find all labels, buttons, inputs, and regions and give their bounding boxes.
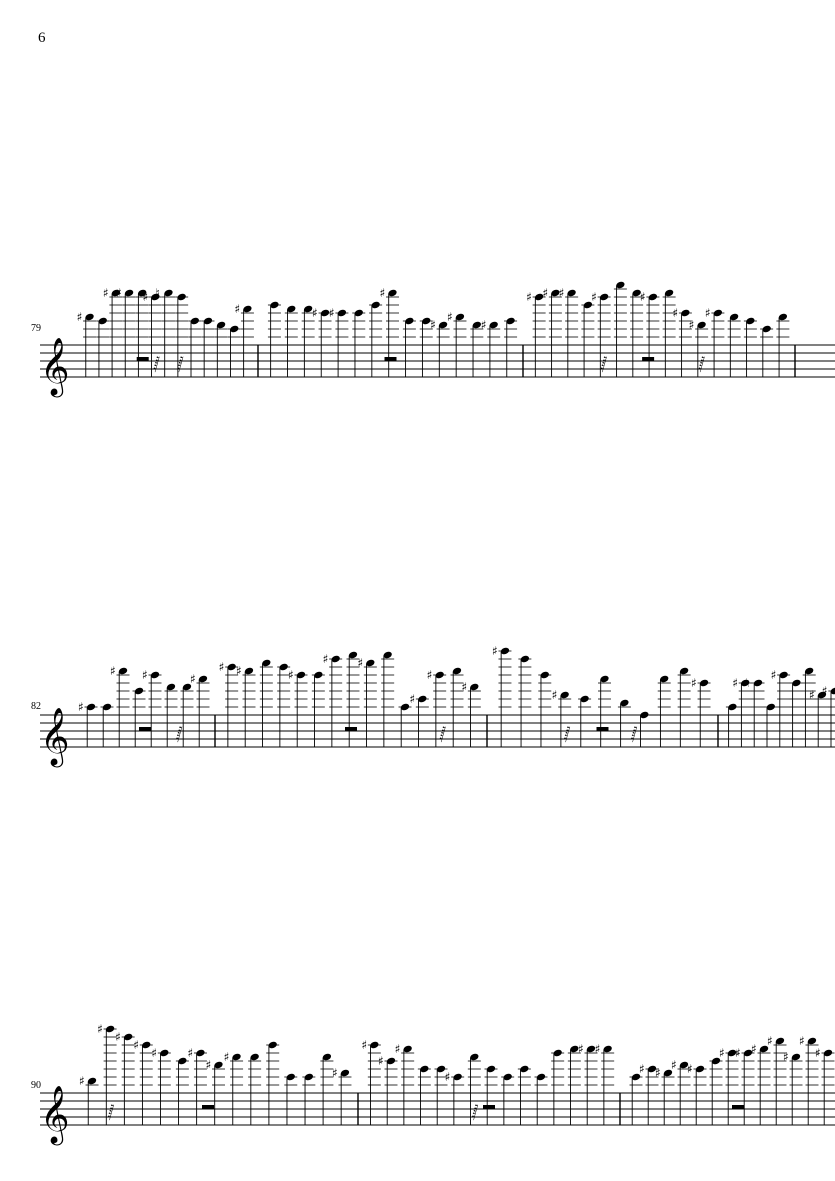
note	[481, 318, 501, 377]
sharp-icon: ♯	[378, 1054, 384, 1068]
treble-clef-icon: 𝄞	[40, 337, 70, 395]
sharp-icon: ♯	[328, 306, 335, 320]
sharp-icon: ♯	[558, 286, 565, 300]
note	[357, 656, 377, 747]
sharp-icon: ♯	[322, 652, 329, 666]
note	[260, 659, 273, 747]
sharp-icon: ♯	[409, 692, 416, 706]
note	[803, 667, 816, 747]
note	[744, 317, 757, 377]
sharp-icon: ♯	[639, 290, 646, 304]
sharp-icon: ♯	[357, 656, 364, 670]
note	[224, 1050, 244, 1125]
note	[451, 667, 464, 747]
note	[687, 1062, 707, 1125]
sharp-icon: ♯	[78, 700, 84, 714]
note	[663, 289, 679, 377]
sharp-icon: ♯	[526, 290, 532, 304]
sharp-icon: ♯	[394, 1042, 401, 1056]
sharp-icon: ♯	[815, 1046, 821, 1060]
note	[96, 317, 109, 377]
treble-clef-icon: 𝄞	[40, 707, 70, 765]
sharp-icon: ♯	[735, 1046, 741, 1060]
note	[705, 306, 725, 377]
note	[133, 687, 146, 747]
sharp-icon: ♯	[751, 1042, 757, 1056]
thirty-second-rest-icon: 𝅂	[600, 357, 607, 373]
note	[504, 317, 517, 377]
note	[369, 301, 382, 377]
note	[323, 652, 343, 747]
sharp-icon: ♯	[578, 1042, 584, 1056]
sharp-icon: ♯	[116, 286, 122, 300]
note	[268, 301, 281, 377]
sharp-icon: ♯	[110, 664, 116, 678]
measure-number: 79	[31, 323, 41, 334]
thirty-second-rest-icon: 𝅂	[630, 727, 638, 743]
note	[151, 1046, 171, 1125]
thirty-second-rest-icon: 𝅂	[563, 727, 571, 743]
half-rest-icon	[483, 1105, 495, 1109]
sharp-icon: ♯	[236, 664, 242, 678]
sharp-icon: ♯	[76, 310, 83, 324]
sharp-icon: ♯	[379, 286, 386, 300]
sharp-icon: ♯	[594, 1042, 601, 1056]
measure-number: 82	[31, 701, 41, 712]
half-rest-icon	[137, 357, 149, 361]
note	[710, 1057, 723, 1125]
sharp-icon: ♯	[671, 1058, 677, 1072]
note	[678, 667, 691, 747]
note	[751, 1042, 771, 1125]
sharp-icon: ♯	[151, 1046, 158, 1060]
note	[655, 1066, 675, 1125]
page-number: 6	[38, 30, 46, 46]
sharp-icon: ♯	[655, 1066, 661, 1080]
note	[266, 1041, 279, 1125]
note	[518, 655, 531, 747]
note	[236, 664, 256, 747]
half-rest-icon	[732, 1105, 744, 1109]
note	[418, 1065, 431, 1125]
natural-icon: ♮	[745, 676, 750, 690]
staff-system	[31, 1022, 835, 1146]
note	[381, 651, 394, 747]
note	[790, 679, 803, 747]
thirty-second-rest-icon: 𝅂	[153, 357, 160, 373]
sharp-icon: ♯	[591, 290, 597, 304]
thirty-second-rest-icon: 𝅂	[177, 357, 184, 373]
sharp-icon: ♯	[770, 668, 777, 682]
note	[447, 310, 467, 377]
sharp-icon: ♯	[491, 644, 498, 658]
note	[78, 700, 98, 747]
note	[614, 281, 627, 377]
note	[187, 1046, 207, 1125]
sharp-icon: ♯	[551, 688, 558, 702]
sharp-icon: ♯	[234, 302, 241, 316]
note	[526, 290, 546, 377]
sharp-icon: ♯	[142, 290, 149, 304]
note	[188, 317, 201, 377]
sharp-icon: ♯	[102, 286, 109, 300]
sharp-icon: ♯	[115, 1030, 121, 1044]
note	[815, 1046, 835, 1125]
thirty-second-rest-icon: 𝅂	[107, 1105, 115, 1121]
sharp-icon: ♯	[687, 1062, 693, 1076]
sharp-icon: ♯	[444, 1070, 451, 1084]
sharp-icon: ♯	[732, 676, 739, 690]
note	[380, 286, 400, 377]
sharp-icon: ♯	[461, 680, 468, 694]
sharp-icon: ♯	[218, 660, 225, 674]
note	[115, 1030, 135, 1125]
sharp-icon: ♯	[821, 684, 828, 698]
note	[639, 711, 649, 747]
thirty-second-rest-icon: 𝅂	[698, 357, 705, 373]
thirty-second-rest-icon: 𝅂	[471, 1105, 479, 1121]
note	[399, 703, 412, 747]
note	[215, 321, 228, 377]
note	[133, 1038, 153, 1125]
note	[538, 671, 551, 747]
note	[116, 286, 136, 377]
note	[764, 703, 777, 747]
note	[395, 1042, 415, 1125]
note	[361, 1038, 381, 1125]
note	[735, 1046, 755, 1125]
note	[201, 317, 214, 377]
note	[142, 668, 162, 747]
note	[581, 301, 594, 377]
half-rest-icon	[597, 727, 609, 731]
half-rest-icon	[139, 727, 151, 731]
sharp-icon: ♯	[639, 1062, 645, 1076]
note	[176, 1057, 189, 1125]
note	[640, 290, 660, 377]
note	[658, 675, 671, 747]
note	[378, 1054, 398, 1125]
staff-system	[31, 644, 835, 768]
note	[403, 317, 416, 377]
note	[598, 675, 611, 747]
note	[726, 703, 739, 747]
note	[559, 286, 579, 377]
sharp-icon: ♯	[361, 1038, 368, 1052]
sharp-icon: ♯	[446, 310, 453, 324]
note	[329, 306, 349, 377]
sharp-icon: ♯	[133, 1038, 140, 1052]
sharp-icon: ♯	[190, 672, 196, 686]
sharp-icon: ♯	[288, 668, 294, 682]
sharp-icon: ♯	[205, 1058, 212, 1072]
staff-system	[31, 281, 835, 398]
note	[485, 1065, 498, 1125]
note	[672, 306, 692, 377]
thirty-second-rest-icon: 𝅂	[176, 727, 183, 743]
note	[767, 1034, 787, 1125]
note	[332, 1066, 352, 1125]
note	[822, 684, 835, 747]
sharp-icon: ♯	[426, 668, 433, 682]
note	[206, 1058, 226, 1125]
note	[77, 310, 97, 377]
sharp-icon: ♯	[783, 1050, 789, 1064]
sharp-icon: ♯	[187, 1046, 194, 1060]
sharp-icon: ♯	[142, 668, 148, 682]
note	[190, 672, 210, 747]
note	[691, 676, 711, 747]
sharp-icon: ♯	[97, 1022, 103, 1036]
measure-number: 90	[31, 1080, 41, 1091]
note	[430, 318, 450, 377]
sharp-icon: ♯	[767, 1034, 773, 1048]
half-rest-icon	[202, 1105, 214, 1109]
note	[285, 305, 298, 377]
sharp-icon: ♯	[672, 306, 679, 320]
note	[288, 668, 308, 747]
sharp-icon: ♯	[691, 676, 697, 690]
note	[352, 309, 365, 377]
note	[248, 1053, 261, 1125]
half-rest-icon	[642, 357, 654, 361]
sharp-icon: ♯	[809, 688, 815, 702]
sharp-icon: ♯	[79, 1074, 85, 1088]
note	[783, 1050, 803, 1125]
sharp-icon: ♯	[688, 318, 695, 332]
note	[595, 1042, 615, 1125]
sharp-icon: ♯	[542, 286, 549, 300]
note	[234, 302, 254, 377]
note	[745, 676, 765, 747]
note	[518, 1065, 531, 1125]
sharp-icon: ♯	[719, 1046, 725, 1060]
half-rest-icon	[345, 727, 357, 731]
sharp-icon: ♯	[331, 1066, 338, 1080]
note	[461, 680, 481, 747]
thirty-second-rest-icon: 𝅂	[439, 727, 446, 743]
sharp-icon: ♯	[799, 1034, 805, 1048]
note	[492, 644, 512, 747]
half-rest-icon	[385, 357, 397, 361]
note	[312, 671, 325, 747]
note	[551, 1049, 564, 1125]
sharp-icon: ♯	[430, 318, 436, 332]
note	[101, 703, 114, 747]
note	[320, 1053, 333, 1125]
sharp-icon: ♯	[480, 318, 487, 332]
sharp-icon: ♯	[223, 1050, 230, 1064]
note	[110, 664, 130, 747]
treble-clef-icon: 𝄞	[40, 1085, 70, 1143]
sharp-icon: ♯	[312, 306, 318, 320]
natural-icon: ♮	[155, 286, 160, 300]
sharp-icon: ♯	[704, 306, 711, 320]
note	[568, 1045, 581, 1125]
